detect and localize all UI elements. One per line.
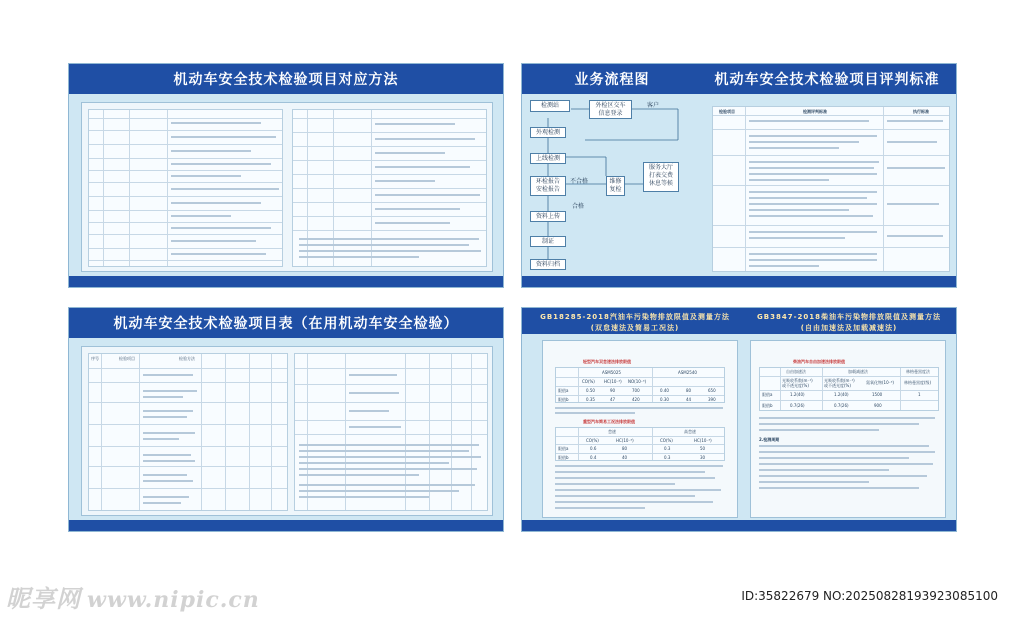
t1-row1-label: 限值a: [558, 388, 569, 393]
t1-r2-v2: 420: [632, 397, 640, 402]
diesel-r2-v1: 0.7(26): [834, 403, 849, 408]
criteria-table: [712, 106, 950, 272]
flow-box-service-hall: [643, 162, 679, 192]
t2-idle: 怠速: [608, 429, 616, 434]
t2-sub2: CO(%): [660, 438, 673, 443]
panel-footer-bar: [522, 276, 956, 287]
flow-box-certificate: [530, 236, 566, 247]
t2-r2-v0: 0.4: [590, 455, 597, 460]
flow-box-reports: [530, 176, 566, 196]
t2-sub3: HC(10⁻⁶): [694, 438, 712, 443]
t1-r1-v5: 650: [708, 388, 716, 393]
t1-r2-v5: 390: [708, 397, 716, 402]
gasoline-document: [542, 340, 738, 518]
diesel-r1-v1: 1.2(40): [834, 392, 849, 397]
flow-box-exterior-check-label: 外观检测: [535, 129, 560, 136]
image-id-label: ID:35822679 NO:20250828193923085100: [741, 589, 998, 603]
panel-inspection-methods: [68, 63, 504, 288]
panel-footer-bar: [69, 520, 503, 531]
panel-document-body: [81, 346, 493, 516]
emission-subtitle-diesel: (自由加速法及加载减速法): [800, 324, 898, 332]
flow-box-online-test: [530, 153, 566, 164]
emission-title-diesel: GB3847-2018柴油车污染物排放限值及测量方法: [757, 313, 941, 321]
diesel-section-cycle: 2.检测周期: [759, 437, 780, 442]
t1-no: NO(10⁻⁶): [628, 379, 647, 384]
diesel-document: [750, 340, 946, 518]
t1-co: CO(%): [582, 379, 595, 384]
criteria-header-item: 检验项目: [719, 109, 735, 114]
flow-box-registration-label: 外检区交车 信息登录: [595, 102, 626, 117]
flow-box-registration: [589, 100, 632, 119]
flow-box-data-upload: [530, 211, 566, 222]
panel-footer-bar: [522, 520, 956, 531]
t2-r1-v0: 0.6: [590, 446, 597, 451]
flow-box-service-hall-label: 服务大厅 打表交费 休息等候: [648, 164, 673, 187]
panel-title: 机动车安全技术检验项目表（在用机动车安全检验）: [113, 316, 459, 332]
t1-r2-v0: 0.35: [586, 397, 595, 402]
gasoline-table1-title: 轻型汽车双怠速法排放限值: [583, 359, 631, 364]
diesel-sub3: 林格曼黑度(级): [904, 380, 932, 385]
panel-title-criteria: 机动车安全技术检验项目评判标准: [714, 72, 940, 88]
flow-box-reports-label: 环检报告 安检报告: [535, 178, 560, 193]
gasoline-table2: [555, 427, 725, 461]
diesel-r1-v2: 1500: [872, 392, 883, 397]
t1-r2-v1: 47: [610, 397, 616, 402]
gasoline-table2-title: 重型汽车简易工况法排放限值: [583, 419, 635, 424]
gasoline-table1: [555, 367, 725, 403]
t1-r2-v3: 0.30: [660, 397, 669, 402]
diesel-r2-v0: 0.7(26): [790, 403, 805, 408]
t2-r1-v1: 80: [622, 446, 628, 451]
t2-r1-v2: 0.3: [664, 446, 671, 451]
diesel-table-title: 柴油汽车自由加速法排放限值: [793, 359, 845, 364]
criteria-header-standard: 检测评判标准: [803, 109, 827, 114]
t2-sub0: CO(%): [586, 438, 599, 443]
t2-r2-v1: 40: [622, 455, 628, 460]
diesel-col0: 自由加速法: [786, 369, 806, 374]
flow-box-exterior-check: [530, 127, 566, 138]
emission-subtitle-gasoline: (双怠速法及简易工况法): [590, 324, 680, 332]
flow-label-pass: 合格: [572, 203, 585, 210]
diesel-sub0: 光吸收系数(m⁻¹) 或不透光度(%): [782, 378, 813, 388]
diesel-table: [759, 367, 939, 411]
diesel-sub2: 氮氧化物(10⁻⁶): [866, 380, 894, 385]
diesel-r2-v2: 900: [874, 403, 882, 408]
site-watermark-url: www.nipic.cn: [87, 587, 260, 613]
t1-r1-v2: 700: [632, 388, 640, 393]
flow-box-station-label: 检测站: [540, 102, 559, 109]
panel-title: 机动车安全技术检验项目对应方法: [173, 72, 399, 88]
t1-hc: HC(10⁻⁶): [604, 379, 622, 384]
methods-table-right: [292, 109, 487, 267]
diesel-r1-v0: 1.2(40): [790, 392, 805, 397]
panel-title-flowchart: 业务流程图: [574, 72, 650, 88]
t1-r1-v0: 0.50: [586, 388, 595, 393]
flow-box-repair-recheck-label: 维修 复检: [609, 178, 622, 193]
t1-r2-v4: 44: [686, 397, 692, 402]
t1-asm5025: ASM5025: [602, 370, 621, 375]
t1-asm2540: ASM2540: [678, 370, 697, 375]
t2-r1-v3: 50: [700, 446, 706, 451]
t2-row2-label: 限值b: [558, 455, 569, 460]
flow-label-fail: 不合格: [570, 178, 589, 185]
diesel-sub1: 光吸收系数(m⁻¹) 或不透光度(%): [824, 378, 855, 388]
flow-box-certificate-label: 制证: [541, 238, 554, 245]
t1-r1-v4: 80: [686, 388, 692, 393]
methods-table-left: [88, 109, 283, 267]
flow-box-repair-recheck: [606, 176, 625, 196]
diesel-col1: 加载减速法: [848, 369, 868, 374]
diesel-col2: 林格曼黑度法: [906, 369, 930, 374]
items-header-item: 检验项目: [119, 356, 135, 361]
panel-document-body: [81, 102, 493, 272]
flowchart: [528, 98, 708, 278]
criteria-header-exec: 执行标准: [913, 109, 929, 114]
panel-emission-standards: [521, 307, 957, 532]
t1-r1-v3: 0.40: [660, 388, 669, 393]
items-header-no: 序号: [91, 356, 99, 361]
flow-box-data-upload-label: 资料上传: [535, 213, 560, 220]
diesel-r1-v3: 1: [918, 392, 921, 397]
site-watermark-name: 昵享网: [6, 584, 81, 613]
diesel-row1-label: 限值a: [762, 392, 773, 397]
t2-r2-v2: 0.3: [664, 455, 671, 460]
flow-box-station: [530, 100, 570, 112]
panel-inspection-items: [68, 307, 504, 532]
items-table-right: [294, 353, 488, 511]
emission-title-gasoline: GB18285-2018汽油车污染物排放限值及测量方法: [540, 313, 730, 321]
site-watermark: [6, 579, 260, 614]
t2-sub1: HC(10⁻⁶): [616, 438, 634, 443]
flow-box-archive: [530, 259, 566, 270]
items-table-left: [88, 353, 288, 511]
t1-r1-v1: 90: [610, 388, 616, 393]
flow-label-customer: 客户: [647, 102, 660, 109]
t1-row2-label: 限值b: [558, 397, 569, 402]
t2-high-idle: 高怠速: [684, 429, 696, 434]
flow-box-archive-label: 资料归档: [535, 261, 560, 268]
panel-footer-bar: [69, 276, 503, 287]
diesel-row2-label: 限值b: [762, 403, 773, 408]
items-header-method: 检验方法: [179, 356, 195, 361]
t2-r2-v3: 30: [700, 455, 706, 460]
panel-flow-and-criteria: [521, 63, 957, 288]
t2-row1-label: 限值a: [558, 446, 569, 451]
flow-box-online-test-label: 上线检测: [535, 155, 560, 162]
